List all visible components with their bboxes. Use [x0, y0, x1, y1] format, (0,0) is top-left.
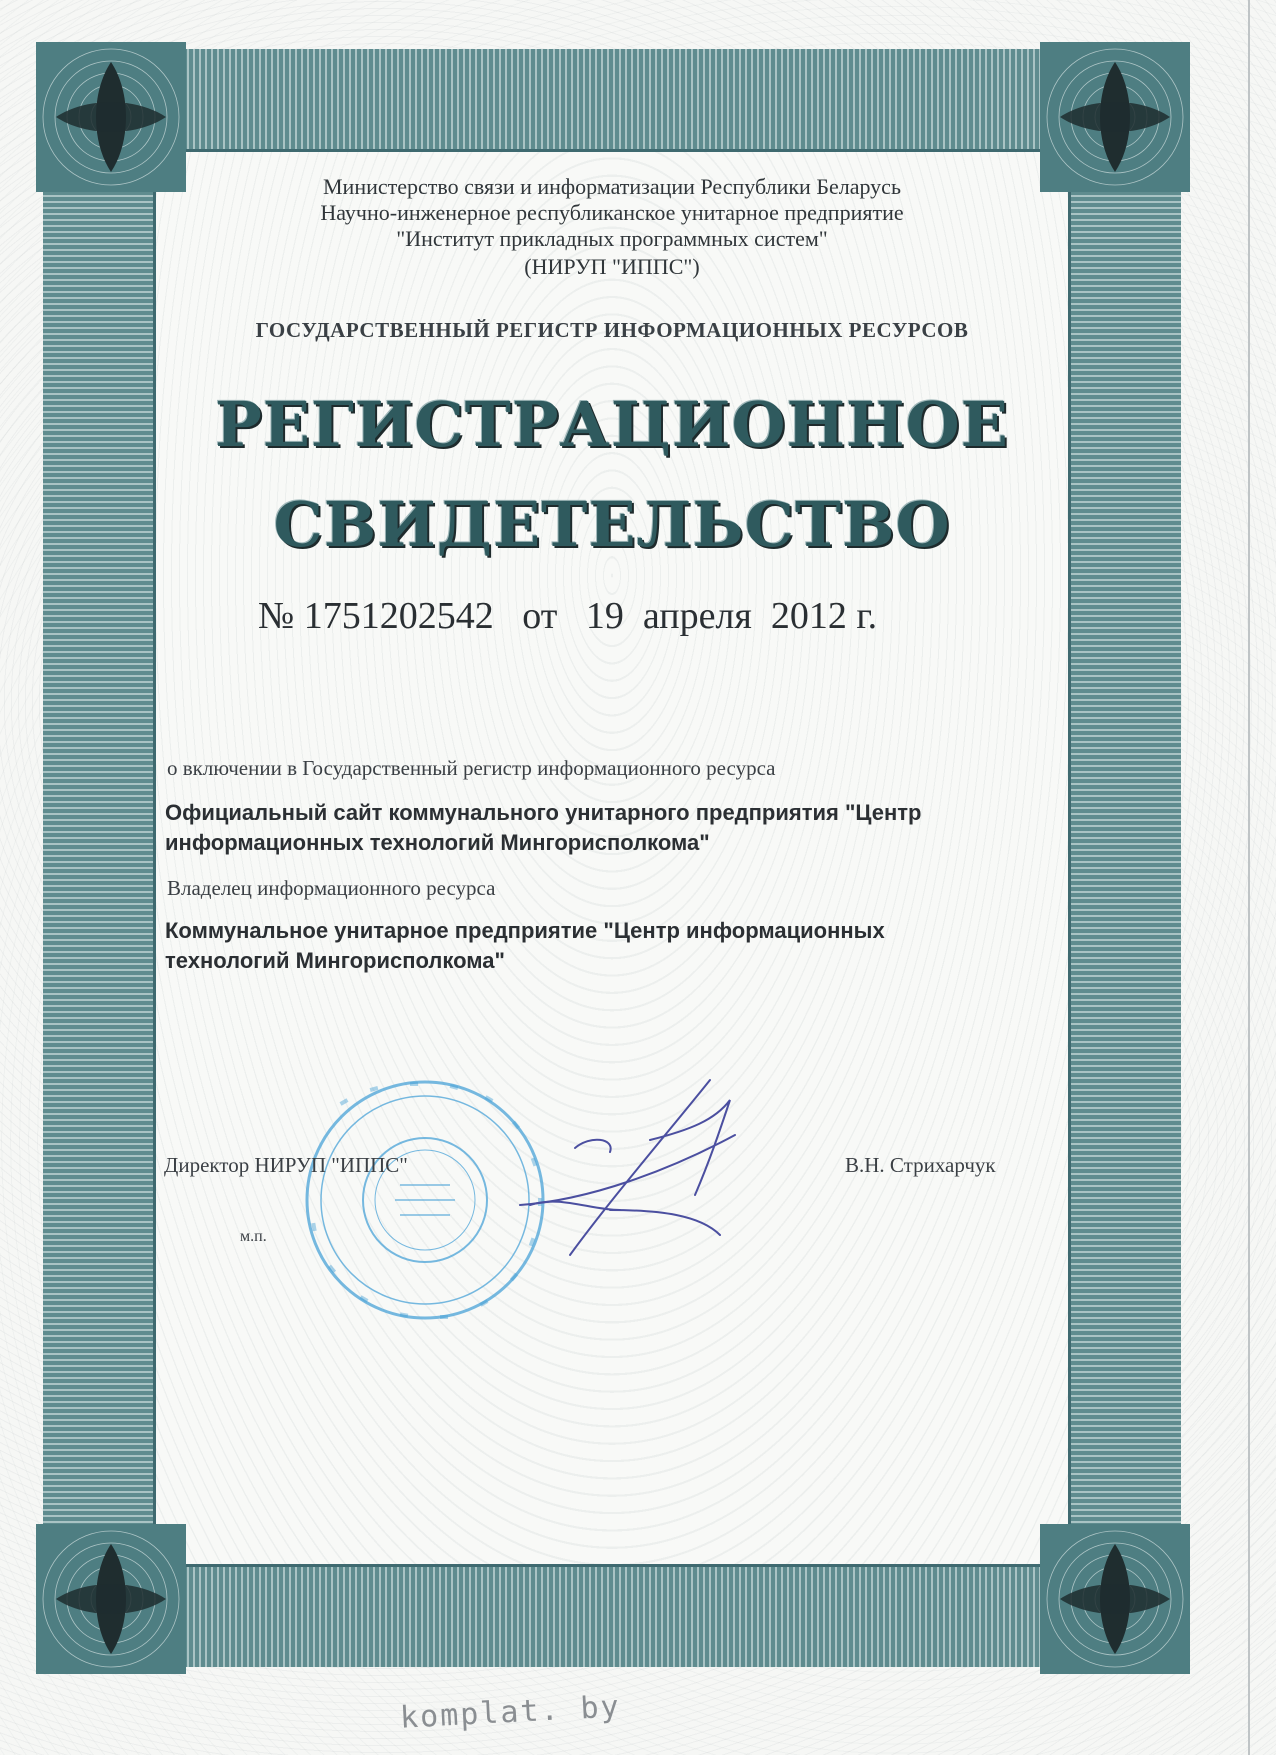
seal-place-label: м.п.: [240, 1228, 267, 1245]
corner-ornament-icon: [1040, 42, 1190, 192]
frame-top-band: [43, 49, 1181, 149]
frame-right-band: [1071, 49, 1181, 1667]
handwritten-note: komplat. by: [399, 1689, 622, 1736]
enterprise-line: Научно-инженерное республиканское унитарное предприятие: [320, 200, 904, 225]
frame-left-band: [43, 49, 153, 1667]
corner-ornament-icon: [36, 42, 186, 192]
resource-name-line2: информационных технологий Мингорисполкома": [165, 830, 710, 855]
inclusion-label: о включении в Государственный регистр информационного ресурса: [167, 756, 776, 780]
institute-abbr: (НИРУП "ИППС"): [524, 254, 700, 279]
frame-bottom-band: [43, 1567, 1181, 1667]
corner-ornament-icon: [1040, 1524, 1190, 1674]
director-label: Директор НИРУП "ИППС": [164, 1153, 408, 1177]
certificate-number: № 1751202542 от 19 апреля 2012 г.: [258, 595, 878, 637]
owner-label: Владелец информационного ресурса: [167, 876, 496, 900]
register-title: ГОСУДАРСТВЕННЫЙ РЕГИСТР ИНФОРМАЦИОННЫХ РЕСУРСОВ: [255, 318, 969, 342]
scan-edge-line: [1248, 0, 1250, 1755]
certificate-inner-panel: [153, 149, 1071, 1567]
document-title-line2: СВИДЕТЕЛЬСТВО: [273, 488, 951, 561]
resource-name: [165, 798, 1045, 858]
document-title-line1: РЕГИСТРАЦИОННОЕ: [215, 388, 1009, 461]
owner-name-line2: технологий Мингорисполкома": [165, 948, 505, 973]
owner-name-line1: Коммунальное унитарное предприятие "Центр информационных: [165, 918, 885, 943]
resource-name-line1: Официальный сайт коммунального унитарного предприятия "Центр: [165, 800, 922, 825]
signature-icon: [500, 1060, 800, 1260]
owner-name: [165, 916, 1045, 976]
signer-name: В.Н. Стрихарчук: [845, 1153, 996, 1177]
institute-line: "Институт прикладных программных систем": [396, 226, 828, 251]
ministry-line: Министерство связи и информатизации Республики Беларусь: [323, 174, 901, 199]
corner-ornament-icon: [36, 1524, 186, 1674]
